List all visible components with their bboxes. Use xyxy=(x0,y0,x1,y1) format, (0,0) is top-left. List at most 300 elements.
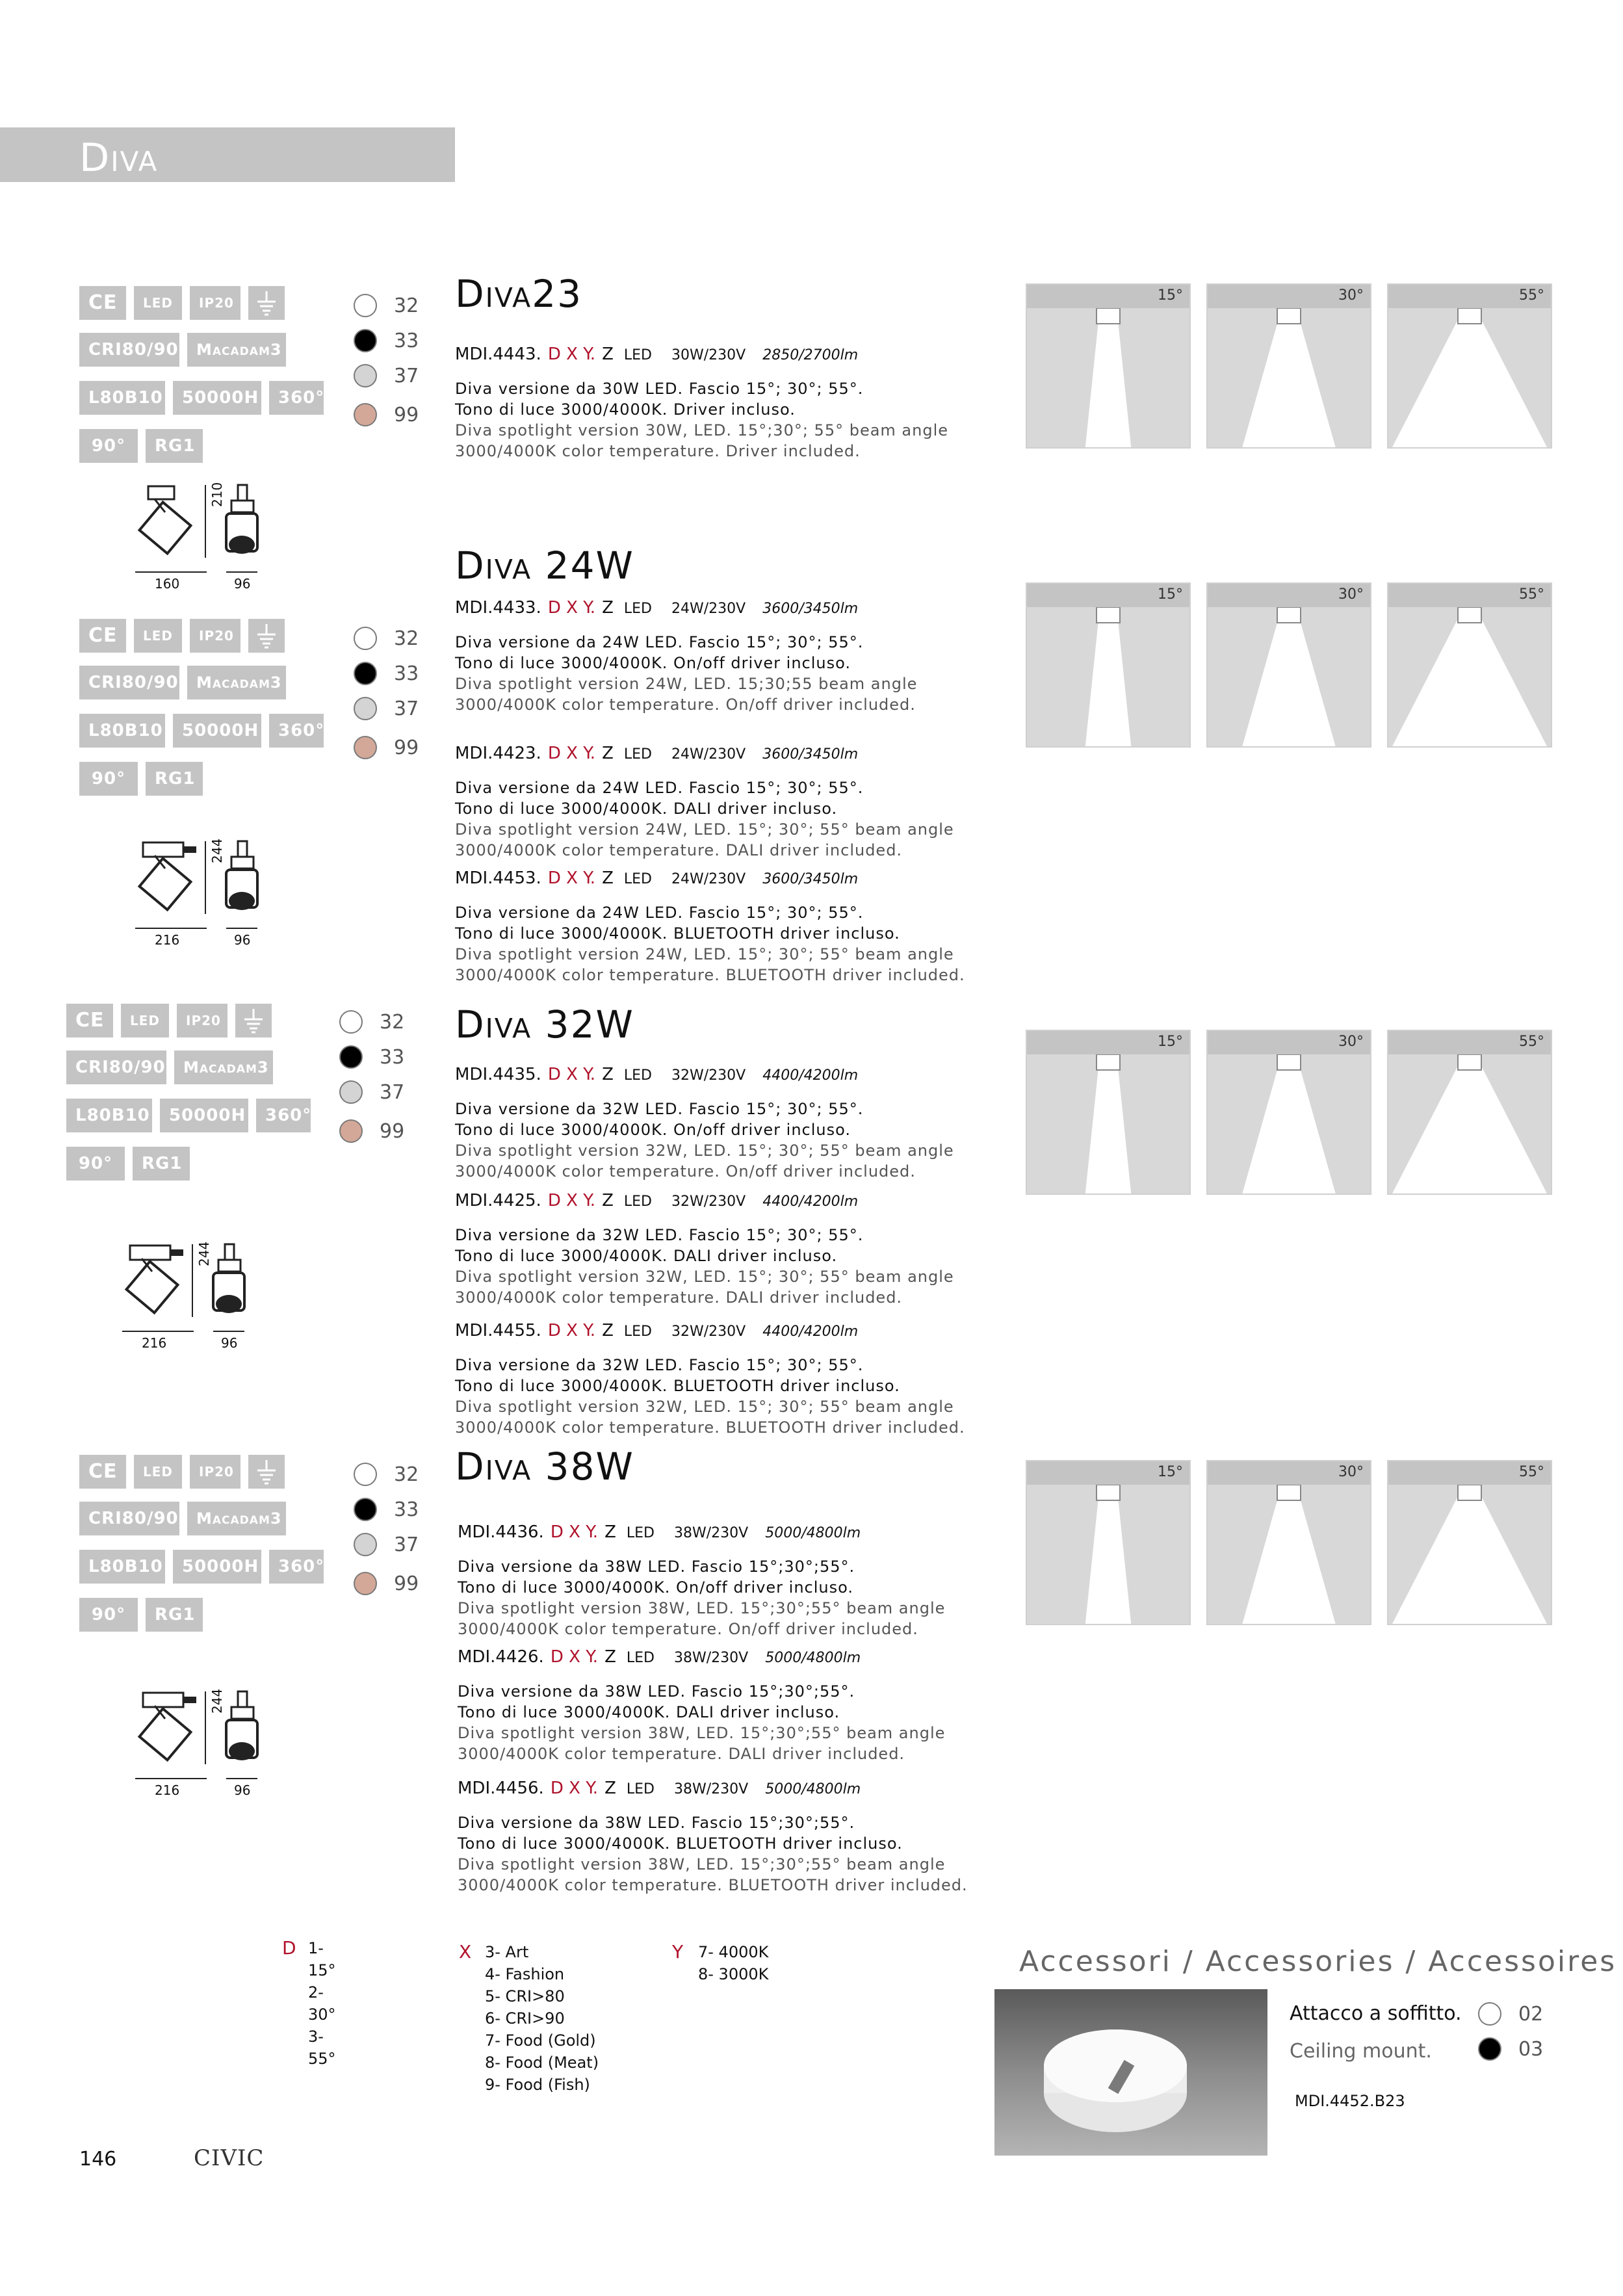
beam-angle-label: 15° xyxy=(1158,287,1183,304)
dimension-width: 216 xyxy=(155,1782,180,1798)
product-code-line xyxy=(458,1779,861,1798)
beam-angle-diagram xyxy=(1387,582,1552,748)
badge-row xyxy=(79,286,285,320)
legend-y-list xyxy=(698,1941,828,1985)
light-cone xyxy=(1085,1491,1131,1624)
light-cone xyxy=(1085,1061,1131,1194)
beam-cone xyxy=(1208,1054,1370,1194)
color-swatch xyxy=(354,403,377,426)
light-cone xyxy=(1392,1491,1547,1624)
description-en-1: Diva spotlight version 30W, LED. 15°;30°; 55° beam angle xyxy=(455,421,949,439)
macadam-badge: Macadam3 xyxy=(174,1050,273,1084)
color-swatch xyxy=(354,1463,377,1486)
wattage: 30W/230V xyxy=(671,347,746,363)
description-en-1: Diva spotlight version 24W, LED. 15;30;55 beam angle xyxy=(455,675,918,693)
ce-mark-icon: CE xyxy=(66,1004,113,1037)
badge-row xyxy=(66,1147,190,1181)
wattage: 38W/230V xyxy=(674,1650,749,1666)
ce-mark-icon: CE xyxy=(79,286,126,320)
color-swatch xyxy=(354,697,377,720)
description-en-1: Diva spotlight version 38W, LED. 15°;30°;55° beam angle xyxy=(458,1724,946,1742)
color-swatch xyxy=(354,1533,377,1556)
beam-angle-label: 15° xyxy=(1158,1464,1183,1480)
legend-key: X xyxy=(459,1941,472,1963)
product-variant: D X Y. xyxy=(547,1065,596,1084)
product-variant: D X Y. xyxy=(547,1321,596,1340)
dimension-depth: 96 xyxy=(234,576,251,592)
accessory-label-en: Ceiling mount. xyxy=(1290,2040,1432,2063)
badge-row xyxy=(79,333,286,367)
ce-mark-icon: CE xyxy=(79,619,126,653)
description-it-2: Tono di luce 3000/4000K. DALI driver incluso. xyxy=(455,1247,838,1265)
lamp-icon xyxy=(1097,1485,1120,1500)
lamp-icon xyxy=(1458,308,1481,324)
product-code-line xyxy=(458,1522,861,1542)
lumen-output: 4400/4200lm xyxy=(762,1324,859,1340)
dimension-drawing xyxy=(116,1240,278,1351)
product-code: MDI.4433. xyxy=(455,598,541,618)
section-title: Diva xyxy=(79,135,159,181)
product-code: MDI.4455. xyxy=(455,1321,541,1340)
color-code: 32 xyxy=(394,627,419,650)
description-it-1: Diva versione da 38W LED. Fascio 15°;30°;55°. xyxy=(458,1814,855,1832)
wattage: 24W/230V xyxy=(671,871,746,887)
badge-row xyxy=(66,1099,311,1132)
dimension-drawing xyxy=(129,1688,291,1798)
color-options xyxy=(339,1009,417,1152)
dimension-depth: 96 xyxy=(234,1782,251,1798)
beam-angle-label: 15° xyxy=(1158,586,1183,603)
color-code: 37 xyxy=(394,364,419,387)
product-variant: D X Y. xyxy=(547,598,596,618)
color-swatch xyxy=(339,1010,363,1034)
description-en-2: 3000/4000K color temperature. On/off driver included. xyxy=(455,1162,916,1181)
description-en-1: Diva spotlight version 24W, LED. 15°; 30°; 55° beam angle xyxy=(455,820,954,839)
color-option xyxy=(1478,2036,1543,2062)
legend-item: 1- 15° xyxy=(308,1939,336,1979)
color-swatch xyxy=(1478,2002,1501,2026)
color-swatch xyxy=(339,1080,363,1104)
macadam-badge: Macadam3 xyxy=(187,666,286,699)
product-description xyxy=(458,1556,945,1639)
led-badge: LED xyxy=(134,619,182,653)
lamp-icon xyxy=(1097,308,1120,324)
beam-header xyxy=(1388,584,1551,607)
light-cone xyxy=(1085,315,1131,447)
product-color-suffix: Z xyxy=(602,598,614,618)
led-badge: LED xyxy=(134,1455,182,1489)
product-code-line xyxy=(455,868,858,888)
macadam-badge: Macadam3 xyxy=(187,1502,286,1535)
beam-header xyxy=(1027,1461,1189,1485)
badge-row xyxy=(79,1598,203,1632)
color-option xyxy=(354,293,419,319)
product-code: MDI.4425. xyxy=(455,1191,541,1210)
legend-item: 3- Art xyxy=(485,1943,529,1961)
accessories-title: Accessori / Accessories / Accessoires xyxy=(1019,1945,1617,1978)
product-description xyxy=(455,1225,954,1308)
description-en-2: 3000/4000K color temperature. Driver included. xyxy=(455,442,861,460)
color-swatch xyxy=(354,627,377,650)
ip20-badge: IP20 xyxy=(177,1004,227,1037)
badge-row xyxy=(79,1502,286,1535)
description-en-2: 3000/4000K color temperature. DALI driver included. xyxy=(455,1288,903,1307)
beam-cone xyxy=(1208,308,1370,447)
beam-angle-label: 15° xyxy=(1158,1034,1183,1050)
product-color-suffix: Z xyxy=(602,345,614,364)
dimension-height: 210 xyxy=(209,482,225,507)
lumen-output: 5000/4800lm xyxy=(765,1525,861,1541)
description-en-2: 3000/4000K color temperature. On/off driver included. xyxy=(455,696,916,714)
legend-item: 7- Food (Gold) xyxy=(485,2031,596,2050)
color-option xyxy=(339,1044,404,1070)
product-code: MDI.4453. xyxy=(455,868,541,888)
color-code: 03 xyxy=(1518,2037,1544,2061)
tilt-90-badge: 90° xyxy=(79,1598,138,1632)
color-code: 02 xyxy=(1518,2002,1544,2026)
color-option xyxy=(339,1009,404,1035)
description-en-1: Diva spotlight version 38W, LED. 15°;30°;55° beam angle xyxy=(458,1855,946,1873)
rg1-badge: RG1 xyxy=(133,1147,190,1181)
lamp-icon xyxy=(1097,1054,1120,1070)
product-color-suffix: Z xyxy=(604,1647,616,1667)
lifetime-badge: 50000H xyxy=(173,714,261,748)
description-it-1: Diva versione da 24W LED. Fascio 15°; 30°; 55°. xyxy=(455,779,864,797)
beam-angle-diagram xyxy=(1387,283,1552,449)
beam-header xyxy=(1208,1461,1370,1485)
rotation-360-badge: 360° xyxy=(269,381,324,415)
description-it-1: Diva versione da 32W LED. Fascio 15°; 30°; 55°. xyxy=(455,1100,864,1118)
product-variant: D X Y. xyxy=(547,345,596,364)
legend-item: 8- Food (Meat) xyxy=(485,2054,599,2072)
description-it-2: Tono di luce 3000/4000K. Driver incluso. xyxy=(455,400,796,419)
beam-angle-label: 55° xyxy=(1519,586,1544,603)
legend-x xyxy=(459,1941,599,2094)
beam-cone xyxy=(1388,308,1551,447)
rg1-badge: RG1 xyxy=(146,1598,203,1632)
beam-cone xyxy=(1388,1485,1551,1624)
color-swatch xyxy=(354,294,377,317)
light-source-type: LED xyxy=(623,1067,652,1084)
wattage: 24W/230V xyxy=(671,601,746,617)
product-description xyxy=(455,777,954,861)
dimension-drawing xyxy=(129,481,291,592)
product-code-line xyxy=(455,1321,858,1340)
color-options xyxy=(354,293,432,436)
color-code: 33 xyxy=(380,1045,405,1069)
description-it-1: Diva versione da 24W LED. Fascio 15°; 30°; 55°. xyxy=(455,633,864,651)
color-swatch xyxy=(339,1045,363,1069)
beam-header xyxy=(1027,1031,1189,1054)
beam-angle-diagram xyxy=(1026,283,1191,449)
lamp-icon xyxy=(1277,607,1301,623)
ip20-badge: IP20 xyxy=(190,1455,240,1489)
accessory-label-it: Attacco a soffitto. xyxy=(1290,2002,1462,2025)
legend-d-list xyxy=(308,1937,336,2070)
led-badge: LED xyxy=(121,1004,169,1037)
dimension-depth: 96 xyxy=(221,1335,238,1351)
badge-row xyxy=(79,429,203,463)
dimension-height: 244 xyxy=(209,838,225,863)
legend-item: 9- Food (Fish) xyxy=(485,2076,590,2094)
lamp-icon xyxy=(1458,607,1481,623)
color-swatch xyxy=(354,1572,377,1595)
badge-row xyxy=(79,666,286,699)
dimension-width: 216 xyxy=(142,1335,167,1351)
ip20-badge: IP20 xyxy=(190,286,240,320)
color-code: 32 xyxy=(380,1010,405,1034)
legend-item: 2- 30° xyxy=(308,1983,336,2024)
light-source-type: LED xyxy=(626,1525,655,1541)
light-cone xyxy=(1242,315,1335,447)
ce-mark-icon: CE xyxy=(79,1455,126,1489)
product-description xyxy=(455,632,917,715)
description-it-1: Diva versione da 38W LED. Fascio 15°;30°;55°. xyxy=(458,1682,855,1701)
light-source-type: LED xyxy=(623,1324,652,1340)
product-code-line xyxy=(455,345,858,364)
description-it-2: Tono di luce 3000/4000K. BLUETOOTH driver incluso. xyxy=(455,924,900,943)
product-code-line xyxy=(455,744,858,763)
light-source-type: LED xyxy=(623,871,652,887)
dimension-width: 160 xyxy=(155,576,180,592)
beam-angle-diagram xyxy=(1206,582,1371,748)
color-code: 37 xyxy=(380,1080,405,1104)
beam-angle-diagram xyxy=(1026,1030,1191,1195)
wattage: 32W/230V xyxy=(671,1067,746,1084)
wattage: 32W/230V xyxy=(671,1324,746,1340)
description-en-2: 3000/4000K color temperature. BLUETOOTH driver included. xyxy=(458,1876,968,1894)
product-title: Diva 24W xyxy=(455,543,634,588)
beam-header xyxy=(1208,285,1370,308)
color-code: 37 xyxy=(394,697,419,720)
color-swatch xyxy=(1478,2037,1501,2061)
color-option xyxy=(354,402,419,428)
badge-row xyxy=(79,762,203,796)
beam-header xyxy=(1027,285,1189,308)
product-description xyxy=(455,1355,965,1438)
color-options xyxy=(354,1461,432,1604)
ground-icon xyxy=(248,619,285,653)
dimension-depth: 96 xyxy=(234,932,251,948)
color-option xyxy=(339,1118,404,1144)
macadam-badge: Macadam3 xyxy=(187,333,286,367)
product-color-suffix: Z xyxy=(604,1522,616,1542)
l80-badge: L80B10 xyxy=(79,1550,165,1584)
l80-badge: L80B10 xyxy=(79,381,165,415)
product-title: Diva 32W xyxy=(455,1002,634,1047)
ground-icon xyxy=(235,1004,272,1037)
ground-icon xyxy=(248,286,285,320)
beam-cone xyxy=(1027,1054,1189,1194)
badge-row xyxy=(79,1550,324,1584)
lifetime-badge: 50000H xyxy=(173,381,261,415)
light-source-type: LED xyxy=(623,746,652,763)
light-cone xyxy=(1242,1491,1335,1624)
lumen-output: 4400/4200lm xyxy=(762,1194,859,1210)
tilt-90-badge: 90° xyxy=(66,1147,125,1181)
product-code: MDI.4426. xyxy=(458,1647,544,1667)
beam-angle-diagram xyxy=(1206,1030,1371,1195)
beam-angle-label: 55° xyxy=(1519,287,1544,304)
light-cone xyxy=(1392,315,1547,447)
light-source-type: LED xyxy=(623,601,652,617)
product-description xyxy=(458,1681,945,1764)
beam-cone xyxy=(1388,1054,1551,1194)
color-swatch xyxy=(354,1498,377,1521)
color-code: 99 xyxy=(394,736,419,759)
color-code: 99 xyxy=(394,1572,419,1595)
wattage: 24W/230V xyxy=(671,746,746,763)
lifetime-badge: 50000H xyxy=(173,1550,261,1584)
color-option xyxy=(354,625,419,651)
lamp-icon xyxy=(1277,1485,1301,1500)
description-en-2: 3000/4000K color temperature. DALI driver included. xyxy=(455,841,903,859)
cri-badge: CRI80/90 xyxy=(79,666,179,699)
description-en-1: Diva spotlight version 32W, LED. 15°; 30°; 55° beam angle xyxy=(455,1141,954,1160)
light-cone xyxy=(1242,614,1335,746)
color-swatch xyxy=(354,662,377,685)
ip20-badge: IP20 xyxy=(190,619,240,653)
description-en-2: 3000/4000K color temperature. On/off driver included. xyxy=(458,1620,918,1638)
legend-key: Y xyxy=(672,1941,684,1963)
color-code: 33 xyxy=(394,662,419,685)
rotation-360-badge: 360° xyxy=(269,1550,324,1584)
product-color-suffix: Z xyxy=(602,744,614,763)
wattage: 38W/230V xyxy=(674,1525,749,1541)
product-code-line xyxy=(458,1647,861,1667)
beam-header xyxy=(1208,584,1370,607)
section-header-bar xyxy=(0,127,455,182)
description-it-2: Tono di luce 3000/4000K. On/off driver incluso. xyxy=(455,654,851,672)
product-variant: D X Y. xyxy=(550,1647,599,1667)
legend-item: 4- Fashion xyxy=(485,1965,565,1983)
beam-header xyxy=(1027,584,1189,607)
beam-header xyxy=(1388,285,1551,308)
light-source-type: LED xyxy=(626,1781,655,1797)
product-code: MDI.4423. xyxy=(455,744,541,763)
color-option xyxy=(1478,2001,1543,2027)
beam-angle-label: 55° xyxy=(1519,1464,1544,1480)
product-variant: D X Y. xyxy=(547,1191,596,1210)
badge-row xyxy=(79,1455,285,1489)
description-en-1: Diva spotlight version 38W, LED. 15°;30°;55° beam angle xyxy=(458,1599,946,1617)
product-code: MDI.4456. xyxy=(458,1779,544,1798)
color-code: 99 xyxy=(380,1119,405,1143)
product-variant: D X Y. xyxy=(550,1779,599,1798)
lamp-icon xyxy=(1097,607,1120,623)
beam-angle-label: 30° xyxy=(1338,1034,1364,1050)
lamp-icon xyxy=(1458,1485,1481,1500)
page-number: 146 xyxy=(79,2148,117,2171)
lamp-icon xyxy=(1458,1054,1481,1070)
color-swatch xyxy=(354,329,377,352)
color-option xyxy=(354,735,419,761)
color-option xyxy=(354,328,419,354)
beam-cone xyxy=(1027,308,1189,447)
beam-angle-diagram xyxy=(1026,1460,1191,1625)
legend-item: 8- 3000K xyxy=(698,1965,769,1983)
product-code-line xyxy=(455,1065,858,1084)
description-it-1: Diva versione da 32W LED. Fascio 15°; 30°; 55°. xyxy=(455,1356,864,1374)
description-it-1: Diva versione da 32W LED. Fascio 15°; 30°; 55°. xyxy=(455,1226,864,1244)
description-en-2: 3000/4000K color temperature. BLUETOOTH driver included. xyxy=(455,1418,965,1437)
product-code: MDI.4443. xyxy=(455,345,541,364)
cri-badge: CRI80/90 xyxy=(79,333,179,367)
beam-angle-diagram xyxy=(1387,1460,1552,1625)
lumen-output: 2850/2700lm xyxy=(762,347,859,363)
product-color-suffix: Z xyxy=(602,868,614,888)
beam-angle-label: 55° xyxy=(1519,1034,1544,1050)
product-title: Diva23 xyxy=(455,272,583,316)
tilt-90-badge: 90° xyxy=(79,429,138,463)
color-code: 33 xyxy=(394,1498,419,1521)
product-code: MDI.4435. xyxy=(455,1065,541,1084)
light-source-type: LED xyxy=(623,347,652,363)
color-swatch xyxy=(354,736,377,759)
led-badge: LED xyxy=(134,286,182,320)
beam-angle-label: 30° xyxy=(1338,1464,1364,1480)
light-cone xyxy=(1242,1061,1335,1194)
lumen-output: 5000/4800lm xyxy=(765,1781,861,1797)
description-en-2: 3000/4000K color temperature. BLUETOOTH driver included. xyxy=(455,966,965,984)
legend-d xyxy=(282,1937,336,2068)
legend-item: 6- CRI>90 xyxy=(485,2009,565,2028)
description-en-2: 3000/4000K color temperature. DALI driver included. xyxy=(458,1745,905,1763)
beam-header xyxy=(1208,1031,1370,1054)
dimension-height: 244 xyxy=(196,1241,212,1266)
product-color-suffix: Z xyxy=(602,1191,614,1210)
cri-badge: CRI80/90 xyxy=(66,1050,166,1084)
beam-cone xyxy=(1027,1485,1189,1624)
product-variant: D X Y. xyxy=(547,868,596,888)
dimension-drawing xyxy=(129,837,291,948)
color-code: 33 xyxy=(394,329,419,352)
color-code: 37 xyxy=(394,1533,419,1556)
description-en-1: Diva spotlight version 24W, LED. 15°; 30°; 55° beam angle xyxy=(455,945,954,963)
description-it-1: Diva versione da 24W LED. Fascio 15°; 30°; 55°. xyxy=(455,904,864,922)
rotation-360-badge: 360° xyxy=(256,1099,311,1132)
legend-item: 7- 4000K xyxy=(698,1943,769,1961)
light-cone xyxy=(1392,1061,1547,1194)
color-options xyxy=(354,625,432,768)
lumen-output: 3600/3450lm xyxy=(762,871,859,887)
product-variant: D X Y. xyxy=(550,1522,599,1542)
dimension-height: 244 xyxy=(209,1688,225,1714)
description-it-2: Tono di luce 3000/4000K. DALI driver incluso. xyxy=(458,1703,840,1721)
badge-row xyxy=(79,714,324,748)
product-code: MDI.4436. xyxy=(458,1522,544,1542)
legend-y xyxy=(672,1941,769,1983)
product-code-line xyxy=(455,1191,858,1210)
color-option xyxy=(354,1571,419,1597)
ground-icon xyxy=(248,1455,285,1489)
beam-angle-label: 30° xyxy=(1338,586,1364,603)
description-it-2: Tono di luce 3000/4000K. On/off driver incluso. xyxy=(455,1121,851,1139)
cri-badge: CRI80/90 xyxy=(79,1502,179,1535)
color-option xyxy=(339,1079,404,1105)
color-code: 32 xyxy=(394,1463,419,1486)
beam-header xyxy=(1388,1461,1551,1485)
lumen-output: 5000/4800lm xyxy=(765,1650,861,1666)
legend-item: 5- CRI>80 xyxy=(485,1987,565,2005)
beam-cone xyxy=(1208,607,1370,746)
lumen-output: 3600/3450lm xyxy=(762,746,859,763)
beam-header xyxy=(1388,1031,1551,1054)
beam-angle-diagram xyxy=(1026,582,1191,748)
beam-angle-diagram xyxy=(1206,283,1371,449)
description-en-1: Diva spotlight version 32W, LED. 15°; 30°; 55° beam angle xyxy=(455,1398,954,1416)
color-option xyxy=(354,1461,419,1487)
